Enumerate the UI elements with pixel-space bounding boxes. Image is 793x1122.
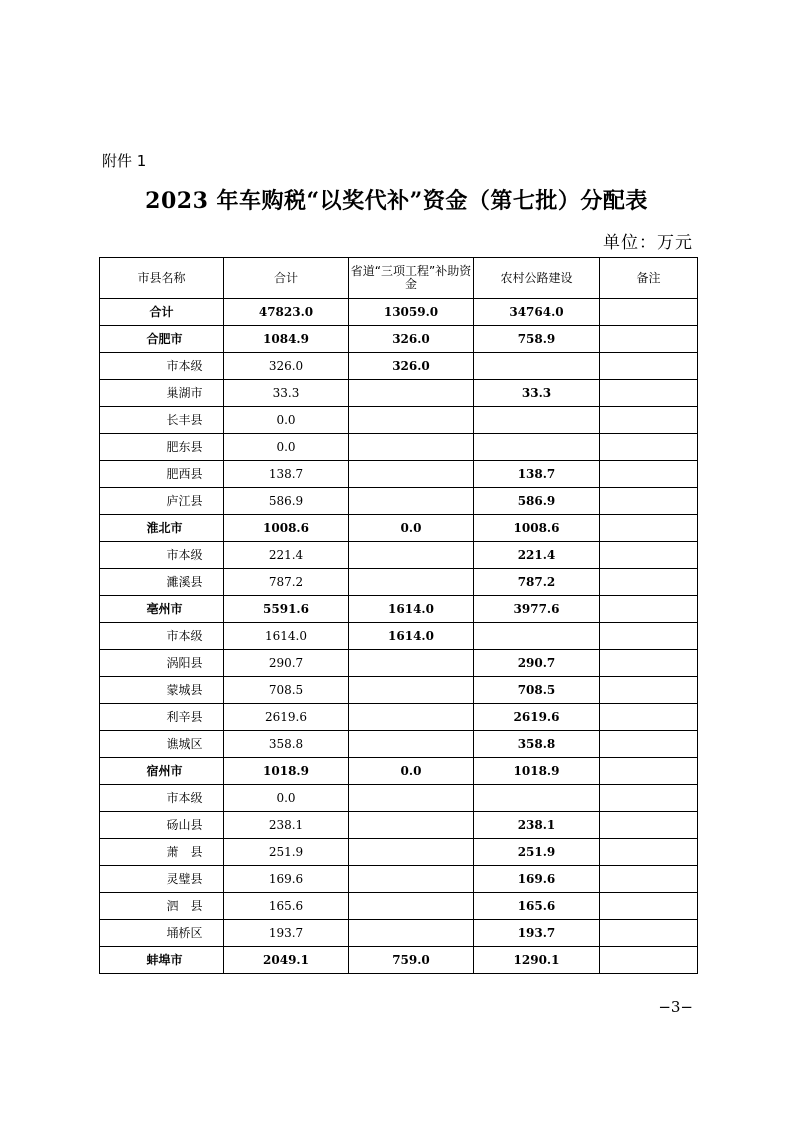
note-cell — [600, 434, 698, 461]
region-name-cell: 合肥市 — [100, 326, 224, 353]
provincial-subsidy-cell: 1614.0 — [349, 596, 474, 623]
table-row — [100, 515, 698, 542]
table-row — [100, 434, 698, 461]
region-name-cell: 利辛县 — [100, 704, 224, 731]
rural-road-cell: 221.4 — [474, 542, 600, 569]
provincial-subsidy-cell: 326.0 — [349, 353, 474, 380]
table-row — [100, 893, 698, 920]
note-cell — [600, 650, 698, 677]
region-name-cell: 长丰县 — [100, 407, 224, 434]
region-name-cell: 濉溪县 — [100, 569, 224, 596]
rural-road-cell: 1018.9 — [474, 758, 600, 785]
rural-road-cell — [474, 353, 600, 380]
rural-road-cell: 758.9 — [474, 326, 600, 353]
provincial-subsidy-cell — [349, 839, 474, 866]
note-cell — [600, 920, 698, 947]
note-cell — [600, 839, 698, 866]
note-cell — [600, 515, 698, 542]
rural-road-cell: 3977.6 — [474, 596, 600, 623]
provincial-subsidy-cell: 13059.0 — [349, 299, 474, 326]
table-row — [100, 920, 698, 947]
region-name-cell: 蚌埠市 — [100, 947, 224, 974]
total-cell: 2619.6 — [224, 704, 349, 731]
page-number: −3− — [658, 998, 693, 1016]
total-cell: 1084.9 — [224, 326, 349, 353]
rural-road-cell: 33.3 — [474, 380, 600, 407]
table-row — [100, 353, 698, 380]
total-cell: 33.3 — [224, 380, 349, 407]
total-cell: 47823.0 — [224, 299, 349, 326]
table-row — [100, 947, 698, 974]
table-row — [100, 650, 698, 677]
rural-road-cell: 169.6 — [474, 866, 600, 893]
region-name-cell: 埇桥区 — [100, 920, 224, 947]
total-cell: 251.9 — [224, 839, 349, 866]
region-name-cell: 亳州市 — [100, 596, 224, 623]
total-cell: 5591.6 — [224, 596, 349, 623]
rural-road-cell: 138.7 — [474, 461, 600, 488]
region-name-cell: 市本级 — [100, 785, 224, 812]
provincial-subsidy-cell — [349, 542, 474, 569]
table-row — [100, 299, 698, 326]
note-cell — [600, 380, 698, 407]
note-cell — [600, 461, 698, 488]
rural-road-cell: 708.5 — [474, 677, 600, 704]
provincial-subsidy-cell: 0.0 — [349, 758, 474, 785]
document-title: 2023 年车购税“以奖代补”资金（第七批）分配表 — [145, 188, 648, 214]
table-row — [100, 731, 698, 758]
provincial-subsidy-cell — [349, 650, 474, 677]
unit-label: 单位：万元 — [603, 233, 693, 253]
region-name-cell: 淮北市 — [100, 515, 224, 542]
region-name-cell: 萧 县 — [100, 839, 224, 866]
total-cell: 238.1 — [224, 812, 349, 839]
rural-road-cell: 165.6 — [474, 893, 600, 920]
provincial-subsidy-cell — [349, 704, 474, 731]
table-row — [100, 812, 698, 839]
total-cell: 221.4 — [224, 542, 349, 569]
table-row — [100, 488, 698, 515]
header-region-name: 市县名称 — [100, 258, 224, 299]
region-name-cell: 泗 县 — [100, 893, 224, 920]
note-cell — [600, 623, 698, 650]
provincial-subsidy-cell: 1614.0 — [349, 623, 474, 650]
rural-road-cell: 2619.6 — [474, 704, 600, 731]
rural-road-cell: 1008.6 — [474, 515, 600, 542]
rural-road-cell: 238.1 — [474, 812, 600, 839]
total-cell: 1008.6 — [224, 515, 349, 542]
note-cell — [600, 785, 698, 812]
provincial-subsidy-cell — [349, 569, 474, 596]
region-name-cell: 合计 — [100, 299, 224, 326]
rural-road-cell: 290.7 — [474, 650, 600, 677]
region-name-cell: 蒙城县 — [100, 677, 224, 704]
provincial-subsidy-cell — [349, 920, 474, 947]
table-row — [100, 704, 698, 731]
table-body — [100, 299, 698, 974]
region-name-cell: 涡阳县 — [100, 650, 224, 677]
total-cell: 586.9 — [224, 488, 349, 515]
provincial-subsidy-cell: 0.0 — [349, 515, 474, 542]
header-row — [100, 258, 698, 299]
provincial-subsidy-cell — [349, 893, 474, 920]
note-cell — [600, 326, 698, 353]
note-cell — [600, 677, 698, 704]
table-row — [100, 866, 698, 893]
note-cell — [600, 299, 698, 326]
table-row — [100, 569, 698, 596]
rural-road-cell — [474, 785, 600, 812]
header-provincial-subsidy: 省道“三项工程”补助资金 — [349, 258, 474, 299]
total-cell: 0.0 — [224, 434, 349, 461]
table-row — [100, 542, 698, 569]
table-row — [100, 596, 698, 623]
total-cell: 326.0 — [224, 353, 349, 380]
note-cell — [600, 812, 698, 839]
total-cell: 1614.0 — [224, 623, 349, 650]
total-cell: 169.6 — [224, 866, 349, 893]
region-name-cell: 宿州市 — [100, 758, 224, 785]
region-name-cell: 肥东县 — [100, 434, 224, 461]
provincial-subsidy-cell — [349, 677, 474, 704]
table-header — [100, 258, 698, 299]
provincial-subsidy-cell — [349, 407, 474, 434]
table-row — [100, 623, 698, 650]
total-cell: 2049.1 — [224, 947, 349, 974]
note-cell — [600, 407, 698, 434]
provincial-subsidy-cell — [349, 434, 474, 461]
rural-road-cell — [474, 434, 600, 461]
provincial-subsidy-cell: 326.0 — [349, 326, 474, 353]
rural-road-cell: 251.9 — [474, 839, 600, 866]
total-cell: 290.7 — [224, 650, 349, 677]
table-row — [100, 407, 698, 434]
table-row — [100, 461, 698, 488]
total-cell: 708.5 — [224, 677, 349, 704]
region-name-cell: 砀山县 — [100, 812, 224, 839]
rural-road-cell: 358.8 — [474, 731, 600, 758]
region-name-cell: 巢湖市 — [100, 380, 224, 407]
rural-road-cell — [474, 407, 600, 434]
total-cell: 358.8 — [224, 731, 349, 758]
table-row — [100, 758, 698, 785]
note-cell — [600, 758, 698, 785]
rural-road-cell: 1290.1 — [474, 947, 600, 974]
table-row — [100, 677, 698, 704]
allocation-table — [99, 257, 698, 974]
note-cell — [600, 542, 698, 569]
provincial-subsidy-cell — [349, 785, 474, 812]
region-name-cell: 市本级 — [100, 353, 224, 380]
provincial-subsidy-cell — [349, 866, 474, 893]
table-row — [100, 839, 698, 866]
region-name-cell: 市本级 — [100, 542, 224, 569]
total-cell: 193.7 — [224, 920, 349, 947]
note-cell — [600, 731, 698, 758]
region-name-cell: 市本级 — [100, 623, 224, 650]
total-cell: 787.2 — [224, 569, 349, 596]
provincial-subsidy-cell — [349, 488, 474, 515]
total-cell: 165.6 — [224, 893, 349, 920]
note-cell — [600, 866, 698, 893]
total-cell: 0.0 — [224, 785, 349, 812]
note-cell — [600, 569, 698, 596]
note-cell — [600, 596, 698, 623]
table-row — [100, 326, 698, 353]
rural-road-cell — [474, 623, 600, 650]
provincial-subsidy-cell — [349, 812, 474, 839]
note-cell — [600, 488, 698, 515]
note-cell — [600, 947, 698, 974]
note-cell — [600, 353, 698, 380]
table-row — [100, 785, 698, 812]
attachment-label: 附件 1 — [102, 152, 147, 170]
total-cell: 1018.9 — [224, 758, 349, 785]
provincial-subsidy-cell: 759.0 — [349, 947, 474, 974]
total-cell: 0.0 — [224, 407, 349, 434]
region-name-cell: 庐江县 — [100, 488, 224, 515]
table-row — [100, 380, 698, 407]
provincial-subsidy-cell — [349, 380, 474, 407]
region-name-cell: 谯城区 — [100, 731, 224, 758]
rural-road-cell: 34764.0 — [474, 299, 600, 326]
header-total: 合计 — [224, 258, 349, 299]
header-note: 备注 — [600, 258, 698, 299]
note-cell — [600, 893, 698, 920]
region-name-cell: 肥西县 — [100, 461, 224, 488]
provincial-subsidy-cell — [349, 461, 474, 488]
region-name-cell: 灵璧县 — [100, 866, 224, 893]
total-cell: 138.7 — [224, 461, 349, 488]
provincial-subsidy-cell — [349, 731, 474, 758]
rural-road-cell: 787.2 — [474, 569, 600, 596]
note-cell — [600, 704, 698, 731]
header-rural-road: 农村公路建设 — [474, 258, 600, 299]
rural-road-cell: 193.7 — [474, 920, 600, 947]
rural-road-cell: 586.9 — [474, 488, 600, 515]
